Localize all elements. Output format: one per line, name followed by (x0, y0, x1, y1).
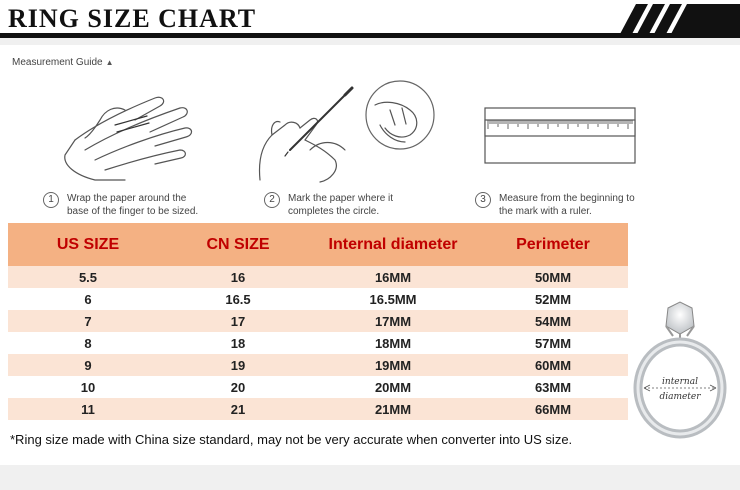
cell-us-size: 9 (84, 357, 92, 373)
cell-cn-size: 17 (230, 313, 246, 329)
cell-perimeter: 57MM (534, 335, 572, 351)
step-1-line-1: Wrap the paper around the (67, 193, 187, 204)
mark-paper-illustration (250, 80, 445, 185)
cell-us-size: 7 (84, 313, 92, 329)
step-2-line-1: Mark the paper where it (288, 193, 394, 204)
table-row (8, 288, 628, 310)
cell-us-size: 6 (84, 291, 92, 307)
cell-internal-diameter: 18MM (374, 335, 412, 351)
table-row (8, 376, 628, 398)
footnote: *Ring size made with China size standard, may not be very accurate when converter into US size. (10, 432, 573, 447)
guide-title-text: Measurement Guide (12, 57, 103, 68)
page-title: RING SIZE CHART (8, 4, 257, 33)
step-3-number: 3 (475, 192, 491, 208)
cell-internal-diameter: 16.5MM (369, 291, 417, 307)
cell-perimeter: 52MM (534, 291, 572, 307)
step-2-number: 2 (264, 192, 280, 208)
step-3-text (499, 193, 635, 218)
ruler-illustration (480, 80, 640, 185)
cell-cn-size: 20 (230, 379, 246, 395)
table-row (8, 354, 628, 376)
header-stripes-decoration (590, 4, 740, 34)
measurement-guide-title[interactable] (12, 57, 114, 68)
header-cn-size: CN SIZE (206, 235, 270, 253)
cell-cn-size: 18 (230, 335, 246, 351)
ring-size-table (8, 223, 628, 420)
cell-internal-diameter: 20MM (374, 379, 412, 395)
header-perimeter: Perimeter (516, 235, 590, 253)
step-2-text (288, 193, 393, 218)
caret-up-icon: ▲ (105, 58, 114, 67)
cell-us-size: 11 (81, 401, 95, 417)
cell-internal-diameter: 17MM (374, 313, 412, 329)
cell-perimeter: 60MM (534, 357, 572, 373)
step-1-line-2: base of the finger to be sized. (67, 205, 199, 217)
hand-wrap-illustration (55, 80, 205, 185)
header-internal-diameter: Internal diameter (328, 235, 458, 253)
table-row (8, 332, 628, 354)
cell-us-size: 5.5 (78, 269, 98, 285)
cell-cn-size: 21 (230, 401, 246, 417)
table-row (8, 398, 628, 420)
cell-perimeter: 54MM (534, 313, 572, 329)
cell-internal-diameter: 19MM (374, 357, 412, 373)
table-body (8, 266, 628, 420)
cell-us-size: 10 (80, 379, 96, 395)
ring-label-line-1: internal (662, 377, 698, 387)
table-header-row (8, 223, 628, 266)
cell-perimeter: 63MM (534, 379, 572, 395)
cell-cn-size: 16.5 (225, 291, 251, 307)
cell-cn-size: 16 (230, 269, 246, 285)
step-2-line-2: completes the circle. (288, 205, 380, 217)
cell-perimeter: 66MM (534, 401, 572, 417)
cell-cn-size: 19 (230, 357, 246, 373)
step-3-line-1: Measure from the beginning to (499, 193, 635, 204)
table-row (8, 310, 628, 332)
table-row (8, 266, 628, 288)
ring-illustration (628, 300, 740, 440)
step-1-text (67, 193, 198, 218)
step-1-number: 1 (43, 192, 59, 208)
header-us-size: US SIZE (56, 235, 120, 253)
ring-label-line-2: diameter (659, 392, 701, 402)
cell-perimeter: 50MM (534, 269, 572, 285)
cell-us-size: 8 (84, 335, 92, 351)
cell-internal-diameter: 21MM (374, 401, 412, 417)
step-3-line-2: the mark with a ruler. (499, 205, 592, 217)
cell-internal-diameter: 16MM (374, 269, 412, 285)
page-header (0, 0, 740, 38)
